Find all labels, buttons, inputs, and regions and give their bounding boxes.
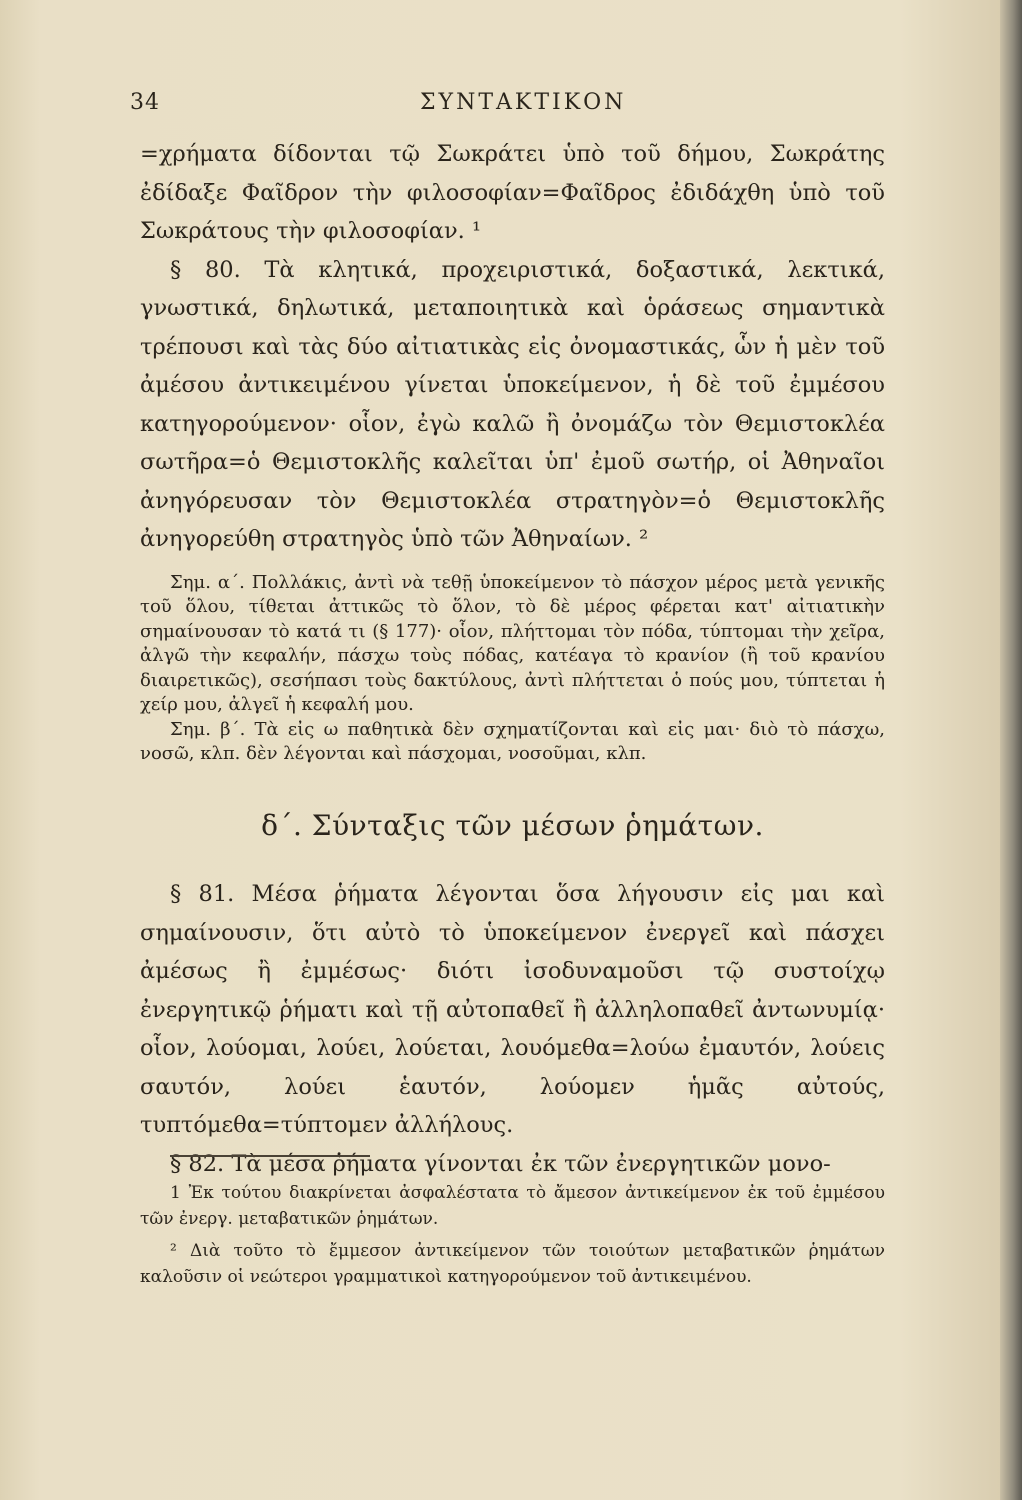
paragraph-82: § 82. Τὰ μέσα ῥήματα γίνονται ἐκ τῶν ἐνεργητικῶν μονο-	[170, 1150, 831, 1177]
section-heading: δ΄. Σύνταξις τῶν μέσων ῥημάτων.	[261, 808, 764, 842]
main-text	[140, 135, 885, 1183]
page-number: 34	[130, 90, 160, 115]
page-header	[130, 90, 880, 120]
paragraph-80: § 80. Τὰ κλητικά, προχειριστικά, δοξαστικά, λεκτικά, γνωστικά, δηλωτικά, μεταποιητικὰ καὶ ὁράσεως σημαντικὰ τρέπουσι καὶ τὰς δύο αἰτιατικὰς εἰς ὀνομαστικάς, ὧν ἡ μὲν τοῦ ἀμέσου ἀντικειμένου γίνεται ὑποκείμενον, ἡ δὲ τοῦ ἐμμέσου κατηγορούμενον· οἷον, ἐγὼ καλῶ ἢ ὀνομάζω τὸν Θεμιστοκλέα σωτῆρα=ὁ Θεμιστοκλῆς καλεῖται ὑπ' ἐμοῦ σωτήρ, οἱ Ἀθηναῖοι ἀνηγόρευσαν τὸν Θεμιστοκλέα στρατηγὸν=ὁ Θεμιστοκλῆς ἀνηγορεύθη στρατηγὸς ὑπὸ τῶν Ἀθηναίων. ²	[140, 256, 885, 552]
remark-a: Σημ. α΄. Πολλάκις, ἀντὶ νὰ τεθῇ ὑποκείμενον τὸ πάσχον μέρος μετὰ γενικῆς τοῦ ὅλου, τίθεται ἀττικῶς τὸ ὅλον, τὸ δὲ μέρος φέρεται κατ' αἰτιατικὴν σημαίνουσαν τὸ κατά τι (§ 177)· οἷον, πλήττομαι τὸν πόδα, τύπτομαι τὴν χεῖρα, ἀλγῶ τὴν κεφαλήν, πάσχω τοὺς πόδας, κατέαγα τὸ κρανίον (ἢ τοῦ κρανίου διαιρετικῶς), σεσήπασι τοὺς δακτύλους, ἀντὶ πλήττεται ὁ πούς μου, τύπτεται ἡ χείρ μου, ἀλγεῖ ἡ κεφαλή μου.	[140, 571, 885, 715]
running-title: ΣΥΝΤΑΚΤΙΚΟΝ	[420, 90, 627, 115]
paragraph-81: § 81. Μέσα ῥήματα λέγονται ὅσα λήγουσιν εἰς μαι καὶ σημαίνουσιν, ὅτι αὐτὸ τὸ ὑποκείμενον ἐνεργεῖ καὶ πάσχει ἀμέσως ἢ ἐμμέσως· διότι ἰσοδυναμοῦσι τῷ συστοίχῳ ἐνεργητικῷ ῥήματι καὶ τῇ αὐτοπαθεῖ ἢ ἀλληλοπαθεῖ ἀντωνυμίᾳ· οἷον, λούομαι, λούει, λούεται, λουόμεθα=λούω ἐμαυτόν, λούεις σαυτόν, λούει ἑαυτόν, λούομεν ἡμᾶς αὐτούς, τυπτόμεθα=τύπτομεν ἀλλήλους.	[140, 881, 885, 1138]
footnote-2: ² Διὰ τοῦτο τὸ ἔμμεσον ἀντικείμενον τῶν τοιούτων μεταβατικῶν ῥημάτων καλοῦσιν οἱ νεώτεροι γραμματικοὶ κατηγορούμενον τοῦ ἀντικειμένου.	[140, 1241, 885, 1287]
paragraph-continuation: =χρήματα δίδονται τῷ Σωκράτει ὑπὸ τοῦ δήμου, Σωκράτης ἐδίδαξε Φαῖδρον τὴν φιλοσοφίαν=Φαῖδρος ἐδιδάχθη ὑπὸ τοῦ Σωκράτους τὴν φιλοσοφίαν. ¹	[140, 141, 885, 244]
footnotes	[140, 1180, 885, 1296]
footnote-1: 1 Ἐκ τούτου διακρίνεται ἀσφαλέστατα τὸ ἄμεσον ἀντικείμενον ἐκ τοῦ ἐμμέσου τῶν ἐνεργ. μεταβατικῶν ῥημάτων.	[140, 1183, 885, 1229]
footnote-rule	[170, 1155, 370, 1157]
page-edge-shadow	[1000, 0, 1022, 1500]
remark-b: Σημ. β΄. Τὰ εἰς ω παθητικὰ δὲν σχηματίζονται καὶ εἰς μαι· διὸ τὸ πάσχω, νοσῶ, κλπ. δὲν λέγονται καὶ πάσχομαι, νοσοῦμαι, κλπ.	[140, 718, 885, 764]
